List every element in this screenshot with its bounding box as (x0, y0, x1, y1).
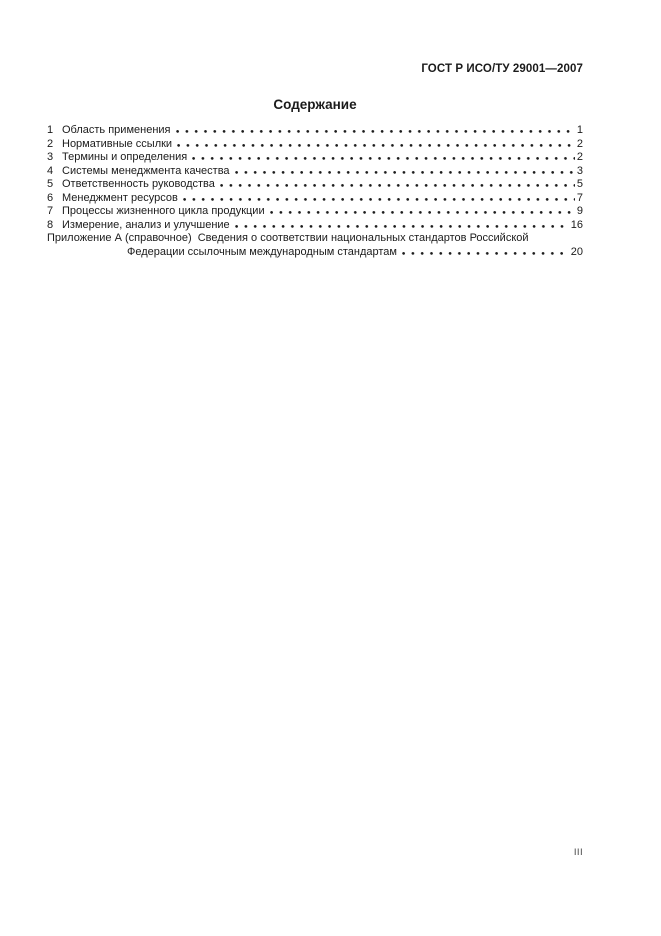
toc-entry-number: 2 (47, 137, 54, 150)
dot-leader (235, 224, 569, 228)
toc-entry (47, 124, 583, 138)
toc-appendix-entry-continuation (47, 246, 583, 260)
toc-entry-label: Измерение, анализ и улучшение (62, 218, 230, 231)
toc-entry-page: 2 (576, 151, 583, 163)
toc-entry-page: 1 (576, 124, 583, 136)
page-number-folio: III (573, 847, 583, 858)
toc-entry-number: 1 (47, 124, 54, 136)
dot-leader (192, 156, 575, 160)
dot-leader (235, 170, 575, 174)
toc-entry-number: 3 (47, 151, 54, 163)
toc-entry-number: 8 (47, 218, 54, 231)
page-content (47, 0, 583, 259)
toc-appendix-line2: Федерации ссылочным международным стандартам (127, 245, 397, 258)
toc-appendix-page: 20 (570, 245, 583, 258)
dot-leader (220, 183, 575, 187)
toc-entry (47, 165, 583, 179)
toc-entry-page: 9 (576, 205, 583, 217)
toc-entry (47, 138, 583, 152)
toc-entry (47, 178, 583, 192)
dot-leader (402, 251, 569, 255)
toc-entry-label: Менеджмент ресурсов (62, 191, 178, 204)
toc-entry-label: Термины и определения (62, 151, 188, 163)
toc-entry-page: 2 (576, 137, 583, 150)
toc-entry (47, 151, 583, 165)
table-of-contents (47, 124, 583, 259)
toc-appendix-line1: Приложение А (справочное) Сведения о соответствии национальных стандартов Российской (47, 232, 529, 244)
toc-entry-label: Нормативные ссылки (62, 137, 173, 150)
toc-entry-page: 5 (576, 178, 583, 190)
dot-leader (177, 143, 575, 147)
toc-appendix-entry (47, 232, 583, 246)
toc-entry-number: 5 (47, 178, 54, 190)
dot-leader (183, 197, 575, 201)
toc-entry-label: Область применения (62, 124, 171, 136)
toc-entry-number: 6 (47, 191, 54, 204)
toc-entry-page: 7 (576, 191, 583, 204)
page-title: Содержание (273, 97, 357, 112)
toc-entry (47, 219, 583, 233)
dot-leader (270, 210, 575, 214)
toc-entry-label: Процессы жизненного цикла продукции (62, 205, 265, 217)
toc-entry (47, 192, 583, 206)
toc-entry-page: 16 (570, 218, 583, 231)
toc-entry-number: 4 (47, 164, 54, 177)
toc-entry-number: 7 (47, 205, 54, 217)
document-standard-number: ГОСТ Р ИСО/ТУ 29001—2007 (421, 63, 583, 75)
toc-entry-label: Ответственность руководства (62, 178, 215, 190)
dot-leader (176, 129, 575, 133)
toc-entry-label: Системы менеджмента качества (62, 164, 230, 177)
toc-entry-page: 3 (576, 164, 583, 177)
toc-entry (47, 205, 583, 219)
